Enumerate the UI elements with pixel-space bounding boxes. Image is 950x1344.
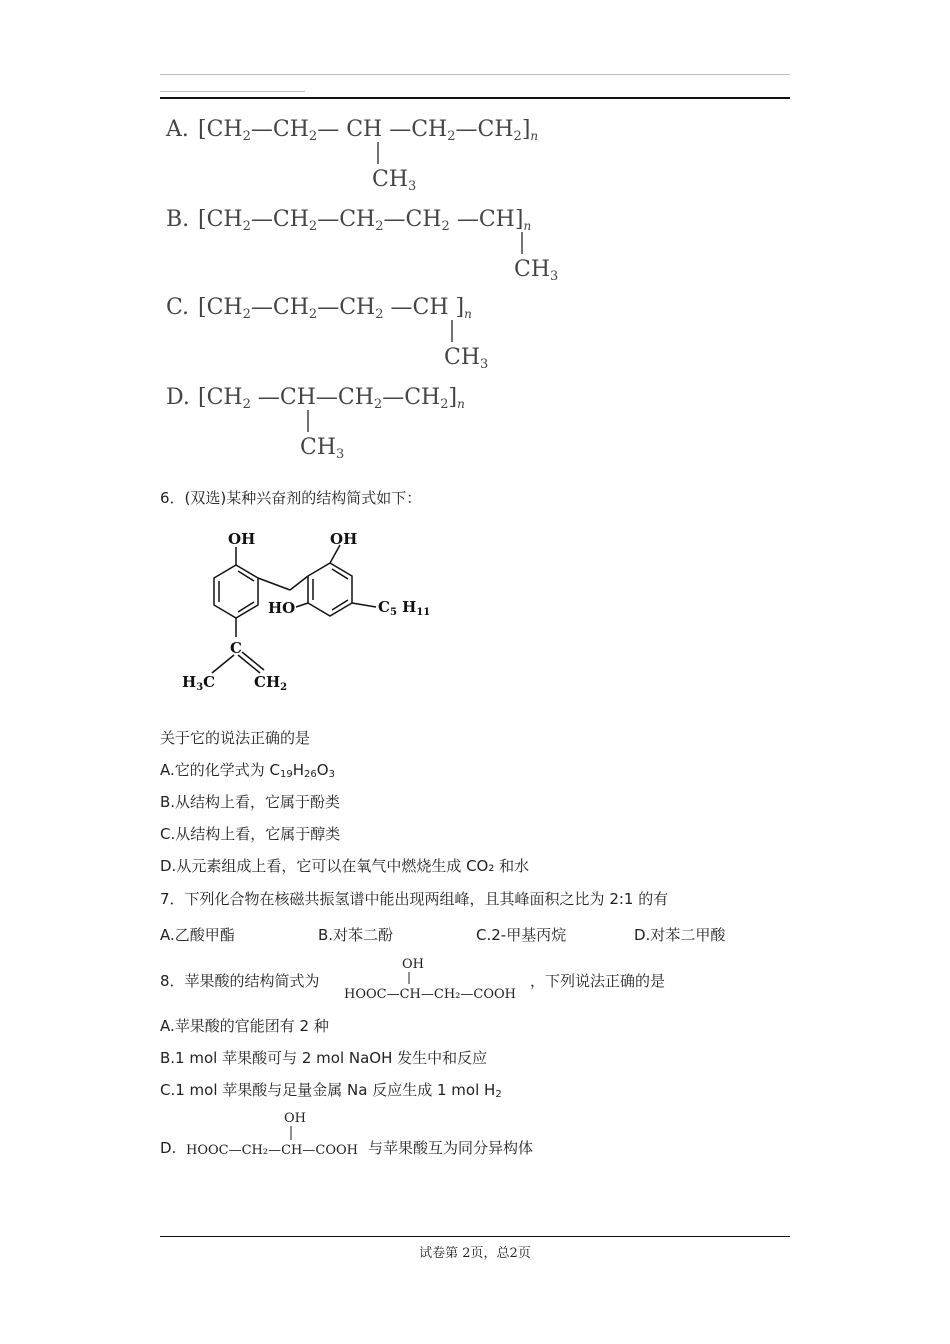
q8-structure-main: HOOC—CH—CH₂—COOH — [344, 987, 516, 1002]
header-rule-short — [160, 91, 305, 92]
q6-intro: 关于它的说法正确的是 — [160, 729, 311, 747]
q8-structure-figure — [342, 954, 532, 1002]
q8-stem-prefix: 8．苹果酸的结构简式为 — [160, 972, 320, 990]
q8-option-d-oh: OH — [284, 1111, 306, 1126]
q8-option-d-main: HOOC—CH₂—CH—COOH — [186, 1143, 358, 1158]
q5-option-d-branch: CH3 — [300, 435, 345, 462]
q7-option-b: B.对苯二酚 — [318, 926, 394, 944]
q6-oh-right: OH — [330, 530, 358, 548]
q5-option-c-label: C. — [166, 295, 190, 320]
q7-option-c: C.2-甲基丙烷 — [476, 926, 567, 944]
q8-stem-suffix: ，下列说法正确的是 — [530, 972, 666, 990]
q5-option-c-branch: CH3 — [444, 345, 489, 372]
q5-option-a-branch: CH3 — [372, 167, 417, 194]
q5-option-c-chain: [CH2—CH2—CH2 —CH ]n — [198, 295, 472, 322]
q6-option-c: C.从结构上看，它属于醇类 — [160, 825, 341, 843]
q5-option-d-label: D. — [166, 385, 190, 410]
q6-ch2: $CH_2$ — [254, 673, 288, 693]
q6-option-b: B.从结构上看，它属于酚类 — [160, 793, 341, 811]
q5-option-d-chain: [CH2 —CH—CH2—CH2]n — [198, 385, 465, 412]
header-divider — [160, 97, 790, 99]
q8-option-c: C.1 mol 苹果酸与足量金属 Na 反应生成 1 mol $H_2$ — [160, 1081, 502, 1100]
page-footer: 试卷第 2页，总2页 — [419, 1246, 531, 1261]
q6-option-d: D.从元素组成上看，它可以在氧气中燃烧生成 CO₂ 和水 — [160, 857, 530, 875]
q8-option-d-structure — [184, 1108, 374, 1160]
q6-c: C — [230, 639, 242, 657]
q5-option-a-label: A. — [166, 117, 189, 142]
q7-stem: 7．下列化合物在核磁共振氢谱中能出现两组峰，且其峰面积之比为 2:1 的有 — [160, 890, 669, 908]
q7-option-a: A.乙酸甲酯 — [160, 926, 235, 944]
q5-option-a-chain: [CH2—CH2— CH —CH2—CH2]n — [198, 117, 539, 144]
q8-option-d-suffix: 与苹果酸互为同分异构体 — [368, 1139, 534, 1157]
footer-divider — [160, 1236, 790, 1237]
q6-structure-figure — [180, 525, 440, 695]
q5-option-b-label: B. — [166, 207, 190, 232]
q8-structure-oh: OH — [402, 957, 424, 972]
q8-option-a: A.苹果酸的官能团有 2 种 — [160, 1017, 329, 1035]
q7-option-d: D.对苯二甲酸 — [634, 926, 726, 944]
q5-options-figure — [160, 108, 600, 468]
q6-stem: 6．(双选)某种兴奋剂的结构简式如下： — [160, 489, 422, 507]
q8-option-b: B.1 mol 苹果酸可与 2 mol NaOH 发生中和反应 — [160, 1049, 488, 1067]
q6-option-a: A.它的化学式为 $C_{19}H_{26}O_3$ — [160, 761, 335, 780]
q6-c5h11: $C_5$ $H_{11}$ — [378, 598, 431, 618]
q6-oh-left: OH — [228, 530, 256, 548]
q6-ho: HO — [268, 599, 296, 617]
q8-option-d-label: D. — [160, 1139, 177, 1157]
q5-option-b-chain: [CH2—CH2—CH2—CH2 —CH]n — [198, 207, 532, 234]
header-rule — [160, 74, 790, 75]
q5-option-b-branch: CH3 — [514, 257, 559, 284]
q6-h3c: $H_3C$ — [182, 673, 216, 693]
